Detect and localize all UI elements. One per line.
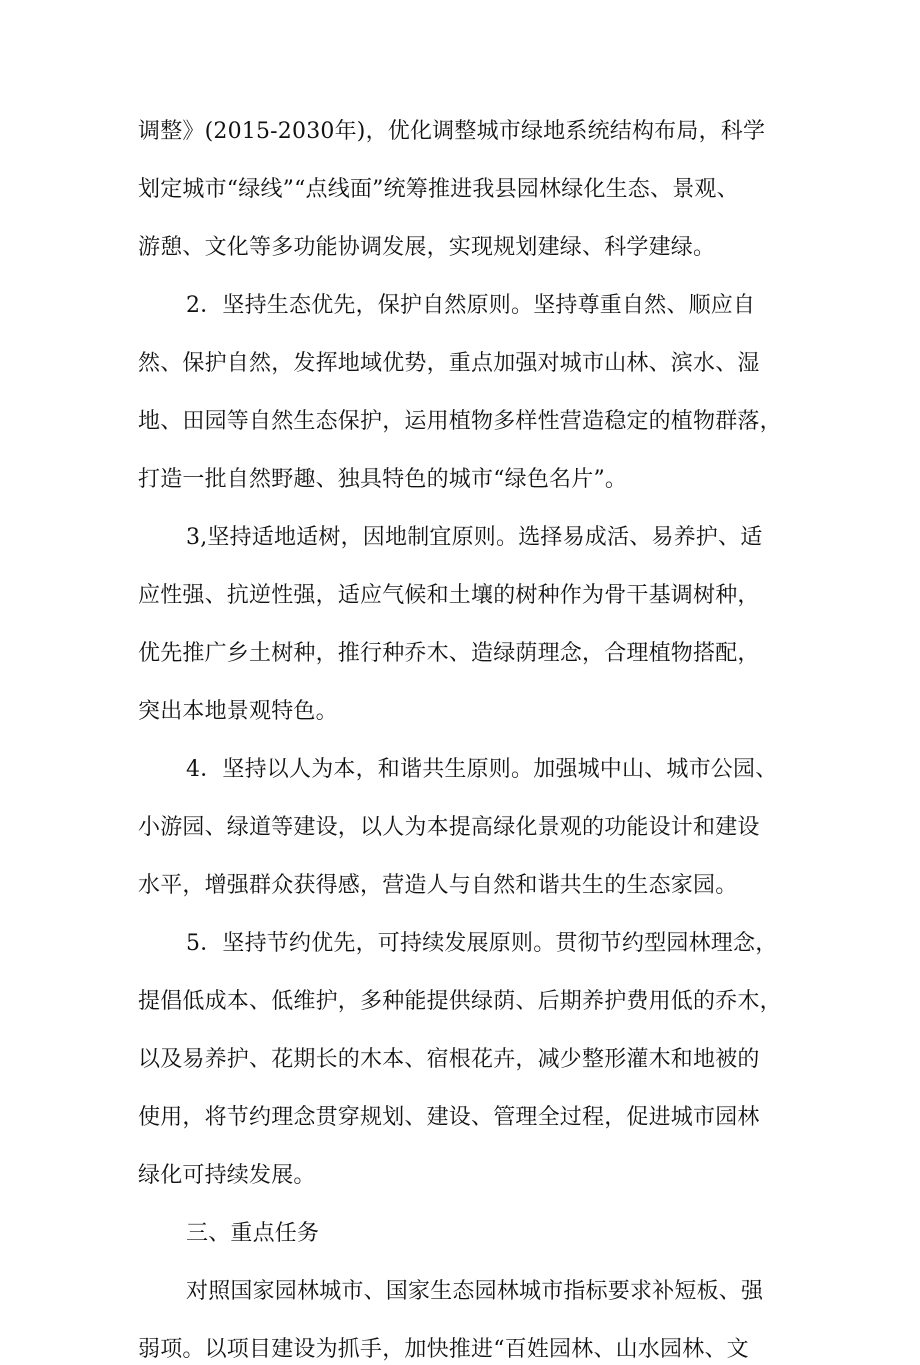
text-line-1: 调整》(2015-2030年)，优化调整城市绿地系统结构布局，科学	[138, 119, 766, 144]
text-line-10: 优先推广乡土树种，推行种乔木、造绿荫理念，合理植物搭配，	[138, 641, 760, 666]
text-line-14: 水平，增强群众获得感，营造人与自然和谐共生的生态家园。	[138, 873, 738, 898]
text-line-11: 突出本地景观特色。	[138, 699, 338, 724]
text-line-4: 2．坚持生态优先，保护自然原则。坚持尊重自然、顺应自	[186, 293, 756, 318]
text-line-9: 应性强、抗逆性强，适应气候和土壤的树种作为骨干基调树种，	[138, 583, 760, 608]
text-line-2: 划定城市“绿线”“点线面”统筹推进我县园林绿化生态、景观、	[138, 177, 739, 202]
text-line-12: 4．坚持以人为本，和谐共生原则。加强城中山、城市公园、	[186, 757, 778, 782]
text-line-5: 然、保护自然，发挥地域优势，重点加强对城市山林、滨水、湿	[138, 351, 760, 376]
text-line-7: 打造一批自然野趣、独具特色的城市“绿色名片”。	[138, 467, 628, 492]
text-line-19: 绿化可持续发展。	[138, 1163, 316, 1188]
section-heading: 三、重点任务	[186, 1221, 320, 1246]
text-line-8: 3,坚持适地适树，因地制宜原则。选择易成活、易养护、适	[186, 525, 763, 550]
text-line-17: 以及易养护、花期长的木本、宿根花卉，减少整形灌木和地被的	[138, 1047, 760, 1072]
text-line-22: 弱项。以项目建设为抓手，加快推进“百姓园林、山水园林、文	[138, 1337, 749, 1362]
text-line-15: 5．坚持节约优先，可持续发展原则。贯彻节约型园林理念，	[186, 931, 778, 956]
text-line-6: 地、田园等自然生态保护，运用植物多样性营造稳定的植物群落，	[138, 409, 782, 434]
text-line-21: 对照国家园林城市、国家生态园林城市指标要求补短板、强	[186, 1279, 764, 1304]
text-line-16: 提倡低成本、低维护，多种能提供绿荫、后期养护费用低的乔木，	[138, 989, 782, 1014]
text-line-18: 使用，将节约理念贯穿规划、建设、管理全过程，促进城市园林	[138, 1105, 760, 1130]
text-line-3: 游憩、文化等多功能协调发展，实现规划建绿、科学建绿。	[138, 235, 716, 260]
text-line-13: 小游园、绿道等建设，以人为本提高绿化景观的功能设计和建设	[138, 815, 760, 840]
